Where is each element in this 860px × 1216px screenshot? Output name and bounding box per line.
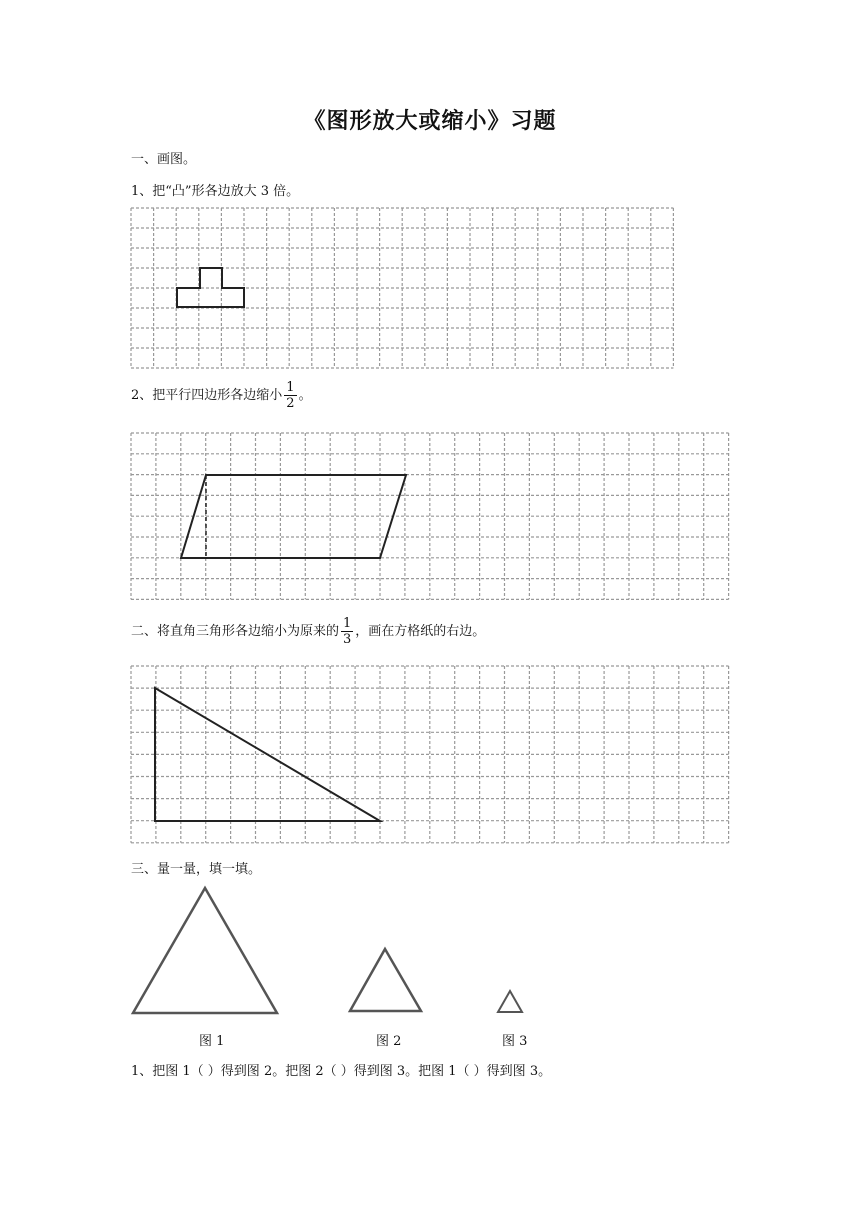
figure-2-label: 图 2 <box>376 1034 402 1049</box>
section-2-suffix: ，画在方格纸的右边。 <box>355 624 486 639</box>
fraction-numerator: 1 <box>286 380 295 395</box>
figure-3-label: 图 3 <box>502 1034 528 1049</box>
convex-shape <box>177 268 244 307</box>
fraction-denominator: 2 <box>286 396 295 411</box>
grid-3 <box>131 666 729 843</box>
triangle-figure-3 <box>498 991 522 1012</box>
triangle-figure-2 <box>350 949 421 1011</box>
fraction-numerator: 1 <box>343 616 352 631</box>
triangle-figure-1 <box>133 888 277 1013</box>
question-1-2-suffix: 。 <box>298 388 312 403</box>
section-1-heading: 一、画图。 <box>131 152 197 167</box>
question-1-2-prefix: 2、把平行四边形各边缩小 <box>131 388 283 403</box>
grid-2 <box>131 433 729 599</box>
question-3-1: 1、把图 1（ ）得到图 2。把图 2（ ）得到图 3。把图 1（ ）得到图 3。 <box>131 1064 552 1079</box>
question-1-1: 1、把“凸”形各边放大 3 倍。 <box>131 184 300 199</box>
section-2-prefix: 二、将直角三角形各边缩小为原来的 <box>131 624 340 639</box>
figure-1-label: 图 1 <box>199 1034 225 1049</box>
grid-1 <box>131 208 673 368</box>
section-3-heading: 三、量一量，填一填。 <box>131 862 262 877</box>
page-title: 《图形放大或缩小》习题 <box>303 108 557 134</box>
fraction-denominator: 3 <box>343 632 352 647</box>
